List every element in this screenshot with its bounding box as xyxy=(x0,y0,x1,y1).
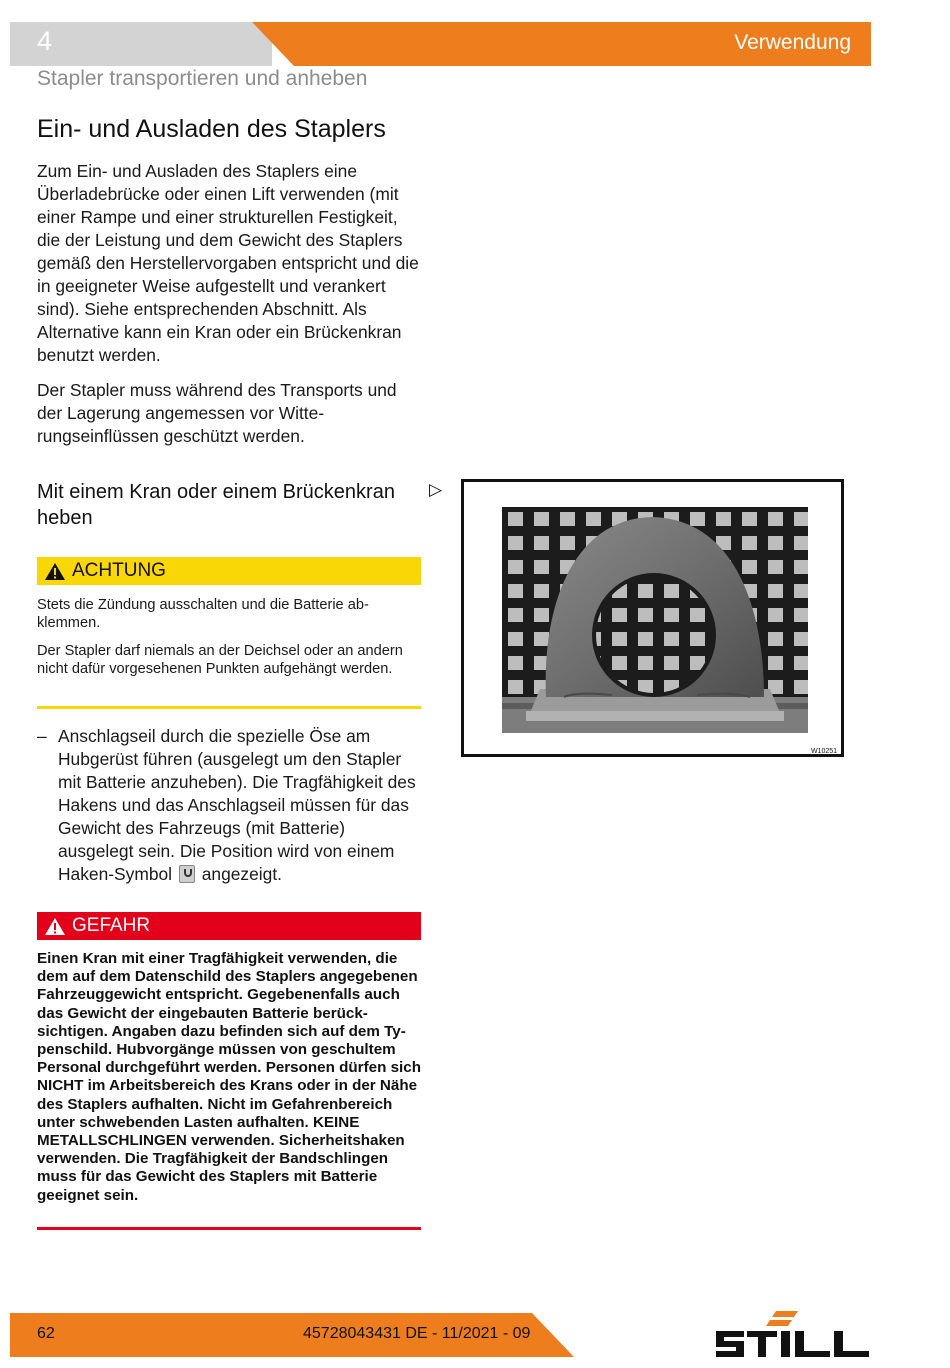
hook-symbol-icon xyxy=(179,865,195,883)
chapter-number: 4 xyxy=(37,26,53,56)
caution-text-suspension: Der Stapler darf niemals an der Deichsel oder an andern nicht dafür vorgesehenen Punkten aufgehängt werden. xyxy=(37,643,403,678)
document-reference: 45728043431 DE - 11/2021 - 09 xyxy=(303,1325,531,1342)
chapter-title: Verwendung xyxy=(734,31,851,54)
subheading-crane: Mit einem Kran oder einem Brückenkran heben xyxy=(37,481,395,529)
instruction-text-end: angezeigt. xyxy=(201,864,283,884)
warning-triangle-icon xyxy=(44,562,66,581)
list-dash: – xyxy=(37,726,47,746)
danger-end-rule xyxy=(37,1227,421,1230)
section-title: Stapler transportieren und anheben xyxy=(37,67,368,90)
warning-triangle-icon xyxy=(44,917,66,936)
figure-code: W10251 xyxy=(811,748,838,755)
caution-banner xyxy=(37,557,421,585)
danger-label: GEFAHR xyxy=(72,915,151,936)
paragraph-storage: Der Stapler muss während des Transports und der Lagerung angemessen vor Witterungseinflüssen geschützt werden. xyxy=(37,380,397,446)
danger-text: Einen Kran mit einer Tragfähigkeit verwenden, die dem auf dem Datenschild des Staplers angegebenen Fahrzeuggewicht entspricht. Gegebenenfalls auch das Gewicht der eingebauten Batterie berücksichtigen. Angaben dazu befinden sich auf dem Typenschild. Hubvorgänge müssen von geschultem Personal durchgeführt werden. Personen dürfen sich NICHT im Arbeitsbereich des Krans oder in der Nähe des Staplers aufhalten. Nicht im Gefahrenbereich unter schwebenden Lasten aufhalten. KEINE METALLSCHLINGEN verwenden. Sicherheitshaken verwenden. Die Tragfähigkeit der Bandschlingen muss für das Gewicht des Staplers mit Batterie geeignet sein. xyxy=(37,950,421,1204)
caution-text-ignition: Stets die Zündung ausschalten und die Batterie abklemmen. xyxy=(37,597,369,632)
caution-end-rule xyxy=(37,706,421,709)
caution-label: ACHTUNG xyxy=(72,560,166,581)
danger-banner xyxy=(37,912,421,940)
instruction-text xyxy=(58,725,421,886)
figure-frame xyxy=(461,479,844,757)
lifting-eye-photo xyxy=(502,507,808,733)
page-number: 62 xyxy=(37,1325,55,1342)
nav-arrow-icon: ▷ xyxy=(429,480,443,499)
instruction-text-main: Anschlagseil durch die spezielle Öse am Hubgerüst führen (ausgelegt um den Stapler mit Batterie anzuheben). Die Tragfähigkeit des Hakens und das Anschlagseil müssen für das Gewicht des Fahrzeugs (mit Batterie) ausgelegt sein. Die Position wird von einem Haken-Symbol xyxy=(58,726,416,884)
still-logo xyxy=(714,1309,871,1359)
paragraph-loading: Zum Ein- und Ausladen des Staplers eine Überladebrücke oder einen Lift verwenden (mit einer Rampe und einer strukturellen Festigkeit, die der Leistung und dem Gewicht des Staplers gemäß den Herstellervorgaben entspricht und die in geeigneter Weise aufgestellt und verankert sind). Siehe entsprechenden Abschnitt. Als Alternative kann ein Kran oder ein Brückenkran benutzt werden. xyxy=(37,161,419,365)
page-heading: Ein- und Ausladen des Staplers xyxy=(37,115,386,143)
